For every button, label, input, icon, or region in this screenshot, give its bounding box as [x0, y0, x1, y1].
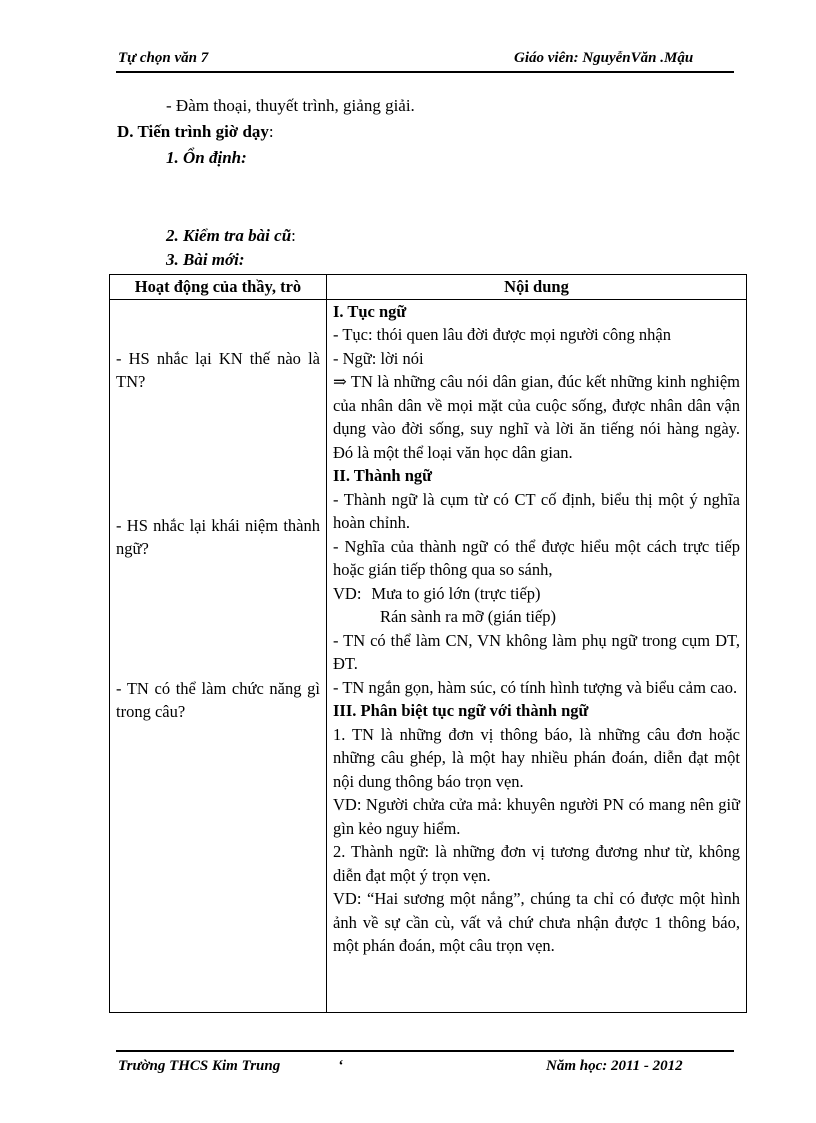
- arrow-icon: ⇒: [333, 372, 347, 391]
- conclusion-text: TN là những câu nói dân gian, đúc kết những kinh nghiệm của nhân dân về mọi mặt của cuộc sống, được nhân dân vận dụng vào đời sống, suy nghĩ và lời ăn tiếng nói hàng ngày. Đó là một thể loại văn học dân gian.: [333, 372, 740, 462]
- section-3-para: VD: Người chửa cửa mả: khuyên người PN có mang nên giữ gìn kẻo nguy hiểm.: [333, 795, 740, 838]
- section-3-para: 1. TN là những đơn vị thông báo, là những câu đơn hoặc những câu ghép, là một hay nhiều phán đoán, diễn đạt một nội dung thông báo trọn vẹn.: [333, 724, 740, 791]
- section-2-para: - Thành ngữ là cụm từ có CT cố định, biểu thị một ý nghĩa hoàn chỉnh.: [333, 489, 740, 532]
- activity-cell: [110, 299, 327, 1012]
- col-header-content: Nội dung: [327, 275, 747, 300]
- page-footer: [116, 1050, 734, 1078]
- section-d-colon: :: [268, 122, 274, 141]
- header-teacher: Giáo viên: NguyễnVăn .Mậu: [514, 50, 694, 66]
- section-1-conclusion: [333, 370, 740, 464]
- question-3: - TN có thể làm chức năng gì trong câu?: [116, 678, 320, 721]
- col-header-activity: Hoạt động của thầy, trò: [110, 275, 327, 300]
- section-1-title: I. Tục ngữ: [333, 301, 407, 321]
- section-3-para: 2. Thành ngữ: là những đơn vị tương đương như từ, không diễn đạt một ý trọn vẹn.: [333, 842, 740, 885]
- step-2-colon: :: [291, 226, 296, 245]
- step-2-heading: [166, 226, 296, 246]
- section-3-title: III. Phân biệt tục ngữ với thành ngữ: [333, 701, 589, 720]
- footer-mark: ‘: [338, 1058, 343, 1074]
- question-1: - HS nhắc lại KN thế nào là TN?: [116, 348, 320, 391]
- section-2-para: - TN có thể làm CN, VN không làm phụ ngữ trong cụm DT, ĐT.: [333, 630, 740, 673]
- lesson-table: [109, 274, 747, 1013]
- header-subject: Tự chọn văn 7: [118, 50, 209, 66]
- content-cell: [327, 299, 747, 1012]
- section-d-heading: [117, 122, 274, 142]
- section-2-para: - TN ngắn gọn, hàm súc, có tính hình tượng và biểu cảm cao.: [333, 677, 738, 697]
- section-2-example-1: [333, 582, 740, 606]
- table-header-row: [110, 275, 747, 300]
- page-header: [116, 50, 734, 73]
- example-text: Mưa to gió lớn (trực tiếp): [371, 583, 541, 603]
- step-2-title: 2. Kiểm tra bài cũ: [166, 226, 292, 245]
- section-2-example-2: Rán sành ra mỡ (gián tiếp): [380, 607, 556, 626]
- table-body-row: [110, 299, 747, 1012]
- section-d-title: D. Tiến trình giờ dạy: [117, 122, 269, 141]
- step-1-heading: 1. Ổn định:: [166, 148, 247, 167]
- section-2-para: - Nghĩa của thành ngữ có thể được hiểu một cách trực tiếp hoặc gián tiếp thông qua so sánh,: [333, 536, 740, 579]
- section-2-title: II. Thành ngữ: [333, 466, 433, 485]
- footer-year: Năm học: 2011 - 2012: [546, 1058, 683, 1074]
- section-3-para: VD: “Hai sương một nắng”, chúng ta chỉ có được một hình ảnh về sự cần cù, vất vả chứ chưa nhận được 1 thông báo, một phán đoán, một câu trọn vẹn.: [333, 889, 740, 955]
- example-label: VD:: [333, 583, 362, 603]
- section-1-para: - Tục: thói quen lâu đời được mọi người công nhận: [333, 325, 671, 344]
- section-1-para: - Ngữ: lời nói: [333, 348, 424, 368]
- step-3-heading: 3. Bài mới:: [166, 250, 245, 269]
- question-2: - HS nhắc lại khái niệm thành ngữ?: [116, 515, 320, 558]
- method-line: - Đàm thoại, thuyết trình, giảng giải.: [166, 96, 415, 115]
- footer-school: Trường THCS Kim Trung: [118, 1058, 281, 1074]
